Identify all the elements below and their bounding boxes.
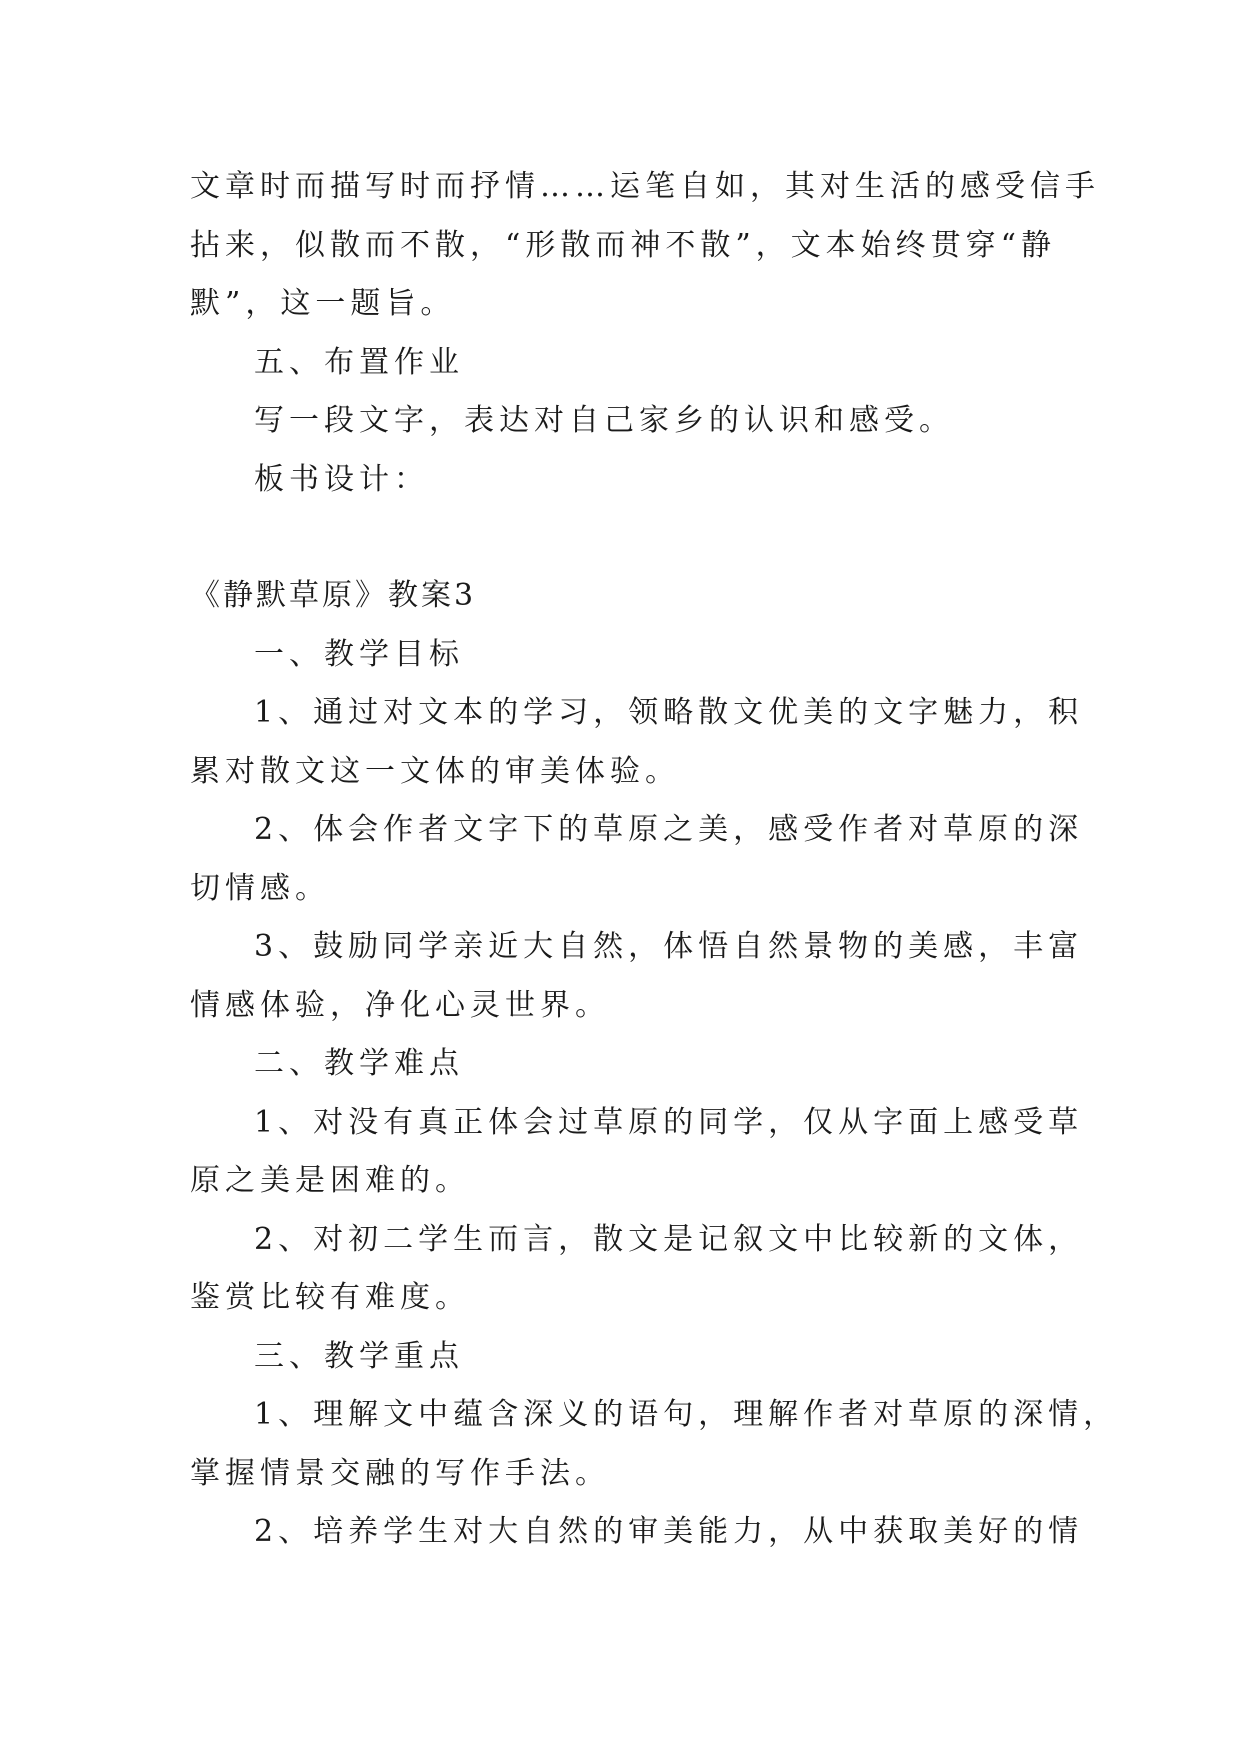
difficulty-item-2-line: 鉴赏比较有难度。 bbox=[190, 1280, 470, 1315]
section-heading-homework: 五、布置作业 bbox=[254, 344, 464, 380]
lesson-plan-title: 《静默草原》教案3 bbox=[190, 578, 477, 613]
section-heading-focus: 三、教学重点 bbox=[254, 1338, 464, 1374]
blank-line bbox=[190, 509, 1070, 567]
homework-text: 写一段文字，表达对自己家乡的认识和感受。 bbox=[254, 403, 954, 438]
difficulty-item-1-line: 1、对没有真正体会过草原的同学，仅从字面上感受草 bbox=[254, 1104, 1084, 1140]
goal-item-1-line: 累对散文这一文体的审美体验。 bbox=[190, 753, 680, 789]
goal-item-1-line: 1、通过对文本的学习，领略散文优美的文字魅力，积 bbox=[254, 695, 1084, 730]
goal-item-2-line: 切情感。 bbox=[190, 870, 330, 906]
focus-item-1-line: 掌握情景交融的写作手法。 bbox=[190, 1455, 610, 1491]
section-heading-difficulty: 二、教学难点 bbox=[254, 1046, 464, 1081]
focus-item-2-line: 2、培养学生对大自然的审美能力，从中获取美好的情 bbox=[254, 1514, 1084, 1549]
goal-item-2-line: 2、体会作者文字下的草原之美，感受作者对草原的深 bbox=[254, 812, 1084, 847]
goal-item-3-line: 3、鼓励同学亲近大自然，体悟自然景物的美感，丰富 bbox=[254, 929, 1084, 964]
difficulty-item-1-line: 原之美是困难的。 bbox=[190, 1163, 470, 1198]
paragraph-line: 文章时而描写时而抒情……运笔自如，其对生活的感受信手 bbox=[190, 169, 1100, 204]
difficulty-item-2-line: 2、对初二学生而言，散文是记叙文中比较新的文体， bbox=[254, 1221, 1084, 1257]
paragraph-line: 拈来，似散而不散，“形散而神不散”，文本始终贯穿“静 bbox=[190, 227, 1057, 263]
section-heading-goals: 一、教学目标 bbox=[254, 636, 464, 672]
goal-item-3-line: 情感体验，净化心灵世界。 bbox=[190, 987, 610, 1023]
board-design-label: 板书设计： bbox=[254, 461, 429, 497]
paragraph-line: 默”，这一题旨。 bbox=[190, 286, 456, 321]
focus-item-1-line: 1、理解文中蕴含深义的语句，理解作者对草原的深情， bbox=[254, 1397, 1119, 1432]
document-body bbox=[190, 158, 1119, 1562]
